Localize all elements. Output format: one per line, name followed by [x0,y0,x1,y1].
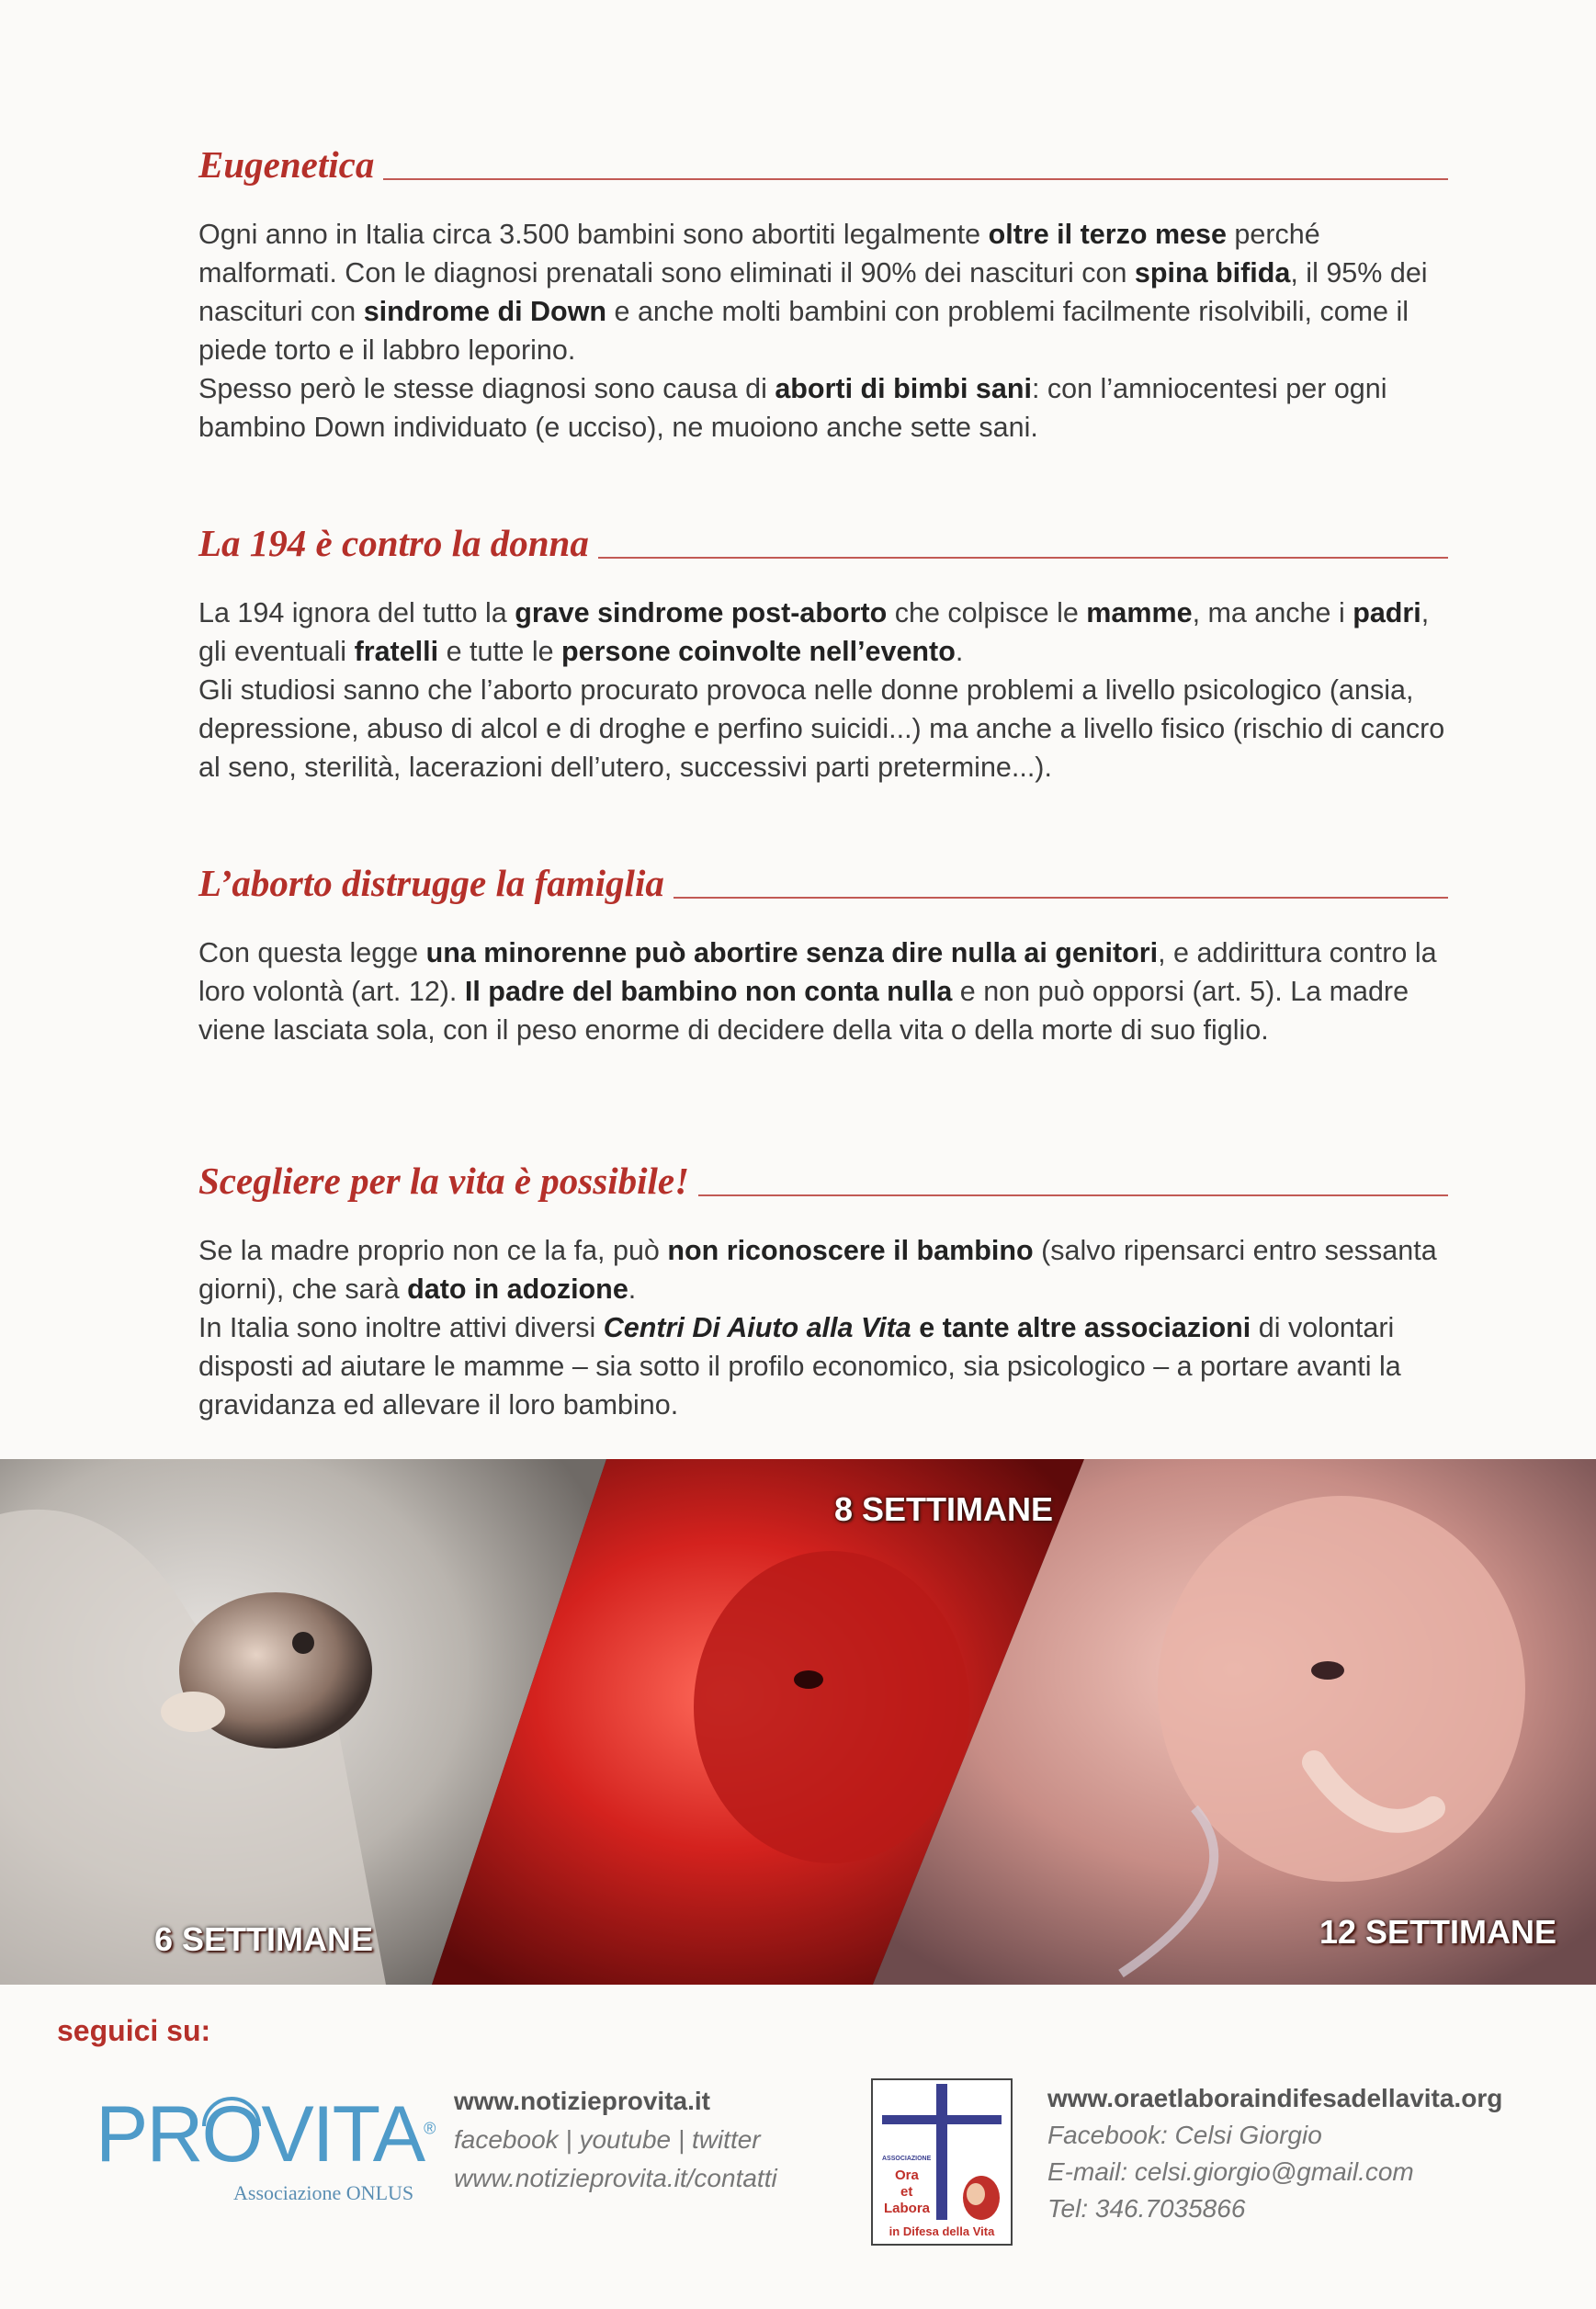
section-divider [673,897,1448,899]
bold-text: padri [1353,597,1421,628]
text-run: e anche molti bambini con problemi facilmente risolvibili, come il piede torto e il labbro leporino. [198,296,1409,366]
bold-text: spina bifida [1134,257,1291,289]
paragraph [198,594,1448,671]
ora-logo-et: et [900,2184,913,2200]
text-run: Ogni anno in Italia circa 3.500 bambini sono abortiti legalmente [198,219,989,250]
bold-text: dato in adozione [407,1273,628,1305]
embryo-images-band [0,1459,1596,1985]
ora-logo-bottom-text: in Difesa della Vita [889,2224,995,2238]
section-eugenetica [198,129,1448,447]
section-body [198,215,1448,447]
paragraph [198,934,1448,1049]
text-run: e non può opporsi (art. 5). La madre viene lasciata sola, con il peso enorme di decidere della vita o della morte di suo figlio. [198,976,1409,1046]
text-run: di volontari disposti ad aiutare le mamme – sia sotto il profilo economico, sia psicologico – a portare avanti la gravidanza ed allevare il loro bambino. [198,1312,1401,1420]
ora-logo-ora: Ora [895,2168,919,2183]
bold-text: e tante altre associazioni [911,1312,1251,1343]
paragraph [198,369,1448,447]
follow-us-label: seguici su: [57,2014,211,2047]
embryo-12-weeks [1158,1496,1525,1882]
provita-circle-icon [195,2089,268,2163]
ora-links [1047,2080,1502,2227]
stage-label-8-weeks: 8 SETTIMANE [834,1490,1054,1528]
section-header [198,1145,1448,1200]
stage-label-6-weeks: 6 SETTIMANE [154,1920,374,1958]
section-title: La 194 è contro la donna [198,522,589,564]
section-body [198,1231,1448,1424]
text-run: Spesso però le stesse diagnosi sono causa di [198,373,775,404]
paragraph [198,1308,1448,1424]
section-scegliere-vita [198,1145,1448,1424]
text-run: che colpisce le [887,597,1087,628]
text-run: , il 95% dei nascituri con [198,257,1428,327]
section-title: Scegliere per la vita è possibile! [198,1160,690,1202]
text-run: perché malformati. Con le diagnosi prenatali sono eliminati il 90% dei nascituri con [198,219,1320,289]
paragraph [198,671,1448,787]
ora-email[interactable]: E-mail: celsi.giorgio@gmail.com [1047,2157,1414,2186]
text-run: . [628,1273,637,1305]
section-divider [698,1194,1448,1196]
provita-contacts-link[interactable]: www.notizieprovita.it/contatti [454,2164,777,2192]
text-run: e tutte le [438,636,562,667]
bold-text: aborti di bimbi sani [775,373,1032,404]
bold-text: una minorenne può abortire senza dire nulla ai genitori [425,937,1159,968]
provita-logo-text: PROVITA® [96,2090,435,2179]
ora-facebook[interactable]: Facebook: Celsi Giorgio [1047,2121,1322,2149]
section-divider [598,557,1448,559]
provita-social-links[interactable]: facebook | youtube | twitter [454,2125,761,2154]
provita-logo [96,2078,435,2207]
ora-logo-small-text: ASSOCIAZIONE [882,2156,932,2162]
section-194-contro-donna [198,507,1448,787]
provita-links [454,2082,777,2198]
text-run: In Italia sono inoltre attivi diversi [198,1312,604,1343]
text-run: La 194 ignora del tutto la [198,597,515,628]
bold-text: fratelli [354,636,439,667]
embryo-images-illustration [0,1459,1596,1985]
bold-text: Centri Di Aiuto alla Vita [603,1312,911,1343]
text-run: , gli eventuali [198,597,1430,667]
section-header [198,507,1448,562]
bold-text: persone coinvolte nell’evento [561,636,956,667]
section-divider [383,178,1448,180]
embryo-8-weeks [694,1551,969,1863]
bold-text: Il padre del bambino non conta nulla [464,976,953,1007]
stage-label-12-weeks: 12 SETTIMANE [1319,1913,1557,1951]
section-title: Eugenetica [198,143,375,186]
text-run: Gli studiosi sanno che l’aborto procurato provoca nelle donne problemi a livello psicologico (ansia, depressione, abuso di alcol e di droghe e perfino suicidi...) ma anche a livello fisico (rischio di cancro al seno, sterilità, lacerazioni dell’utero, successivi parti pretermine...). [198,674,1445,783]
cross-icon [873,2080,1011,2244]
text-run: (salvo ripensarci entro sessanta giorni), che sarà [198,1235,1437,1305]
section-title: L’aborto distrugge la famiglia [198,862,664,904]
paragraph [198,1231,1448,1308]
provita-logo-subtitle: Associazione ONLUS [233,2181,414,2204]
section-aborto-famiglia [198,847,1448,1049]
bold-text: oltre il terzo mese [988,219,1227,250]
text-run: : con l’amniocentesi per ogni bambino Down individuato (e ucciso), ne muoiono anche sette sani. [198,373,1387,443]
text-run: . [955,636,964,667]
text-run: Se la madre proprio non ce la fa, può [198,1235,668,1266]
ora-website-link[interactable]: www.oraetlaboraindifesadellavita.org [1047,2084,1503,2112]
text-run: , e addirittura contro la loro volontà (art. 12). [198,937,1437,1007]
paragraph [198,215,1448,369]
ora-et-labora-logo [871,2078,1013,2246]
text-run: , ma anche i [1192,597,1353,628]
text-run: Con questa legge [198,937,426,968]
bold-text: non riconoscere il bambino [667,1235,1034,1266]
section-body [198,594,1448,787]
ora-phone: Tel: 346.7035866 [1047,2194,1246,2223]
provita-website-link[interactable]: www.notizieprovita.it [454,2087,710,2115]
section-body [198,934,1448,1049]
bold-text: grave sindrome post-aborto [515,597,888,628]
bold-text: sindrome di Down [363,296,607,327]
section-header [198,129,1448,184]
section-header [198,847,1448,902]
bold-text: mamme [1086,597,1193,628]
ora-logo-labora: Labora [884,2201,931,2216]
